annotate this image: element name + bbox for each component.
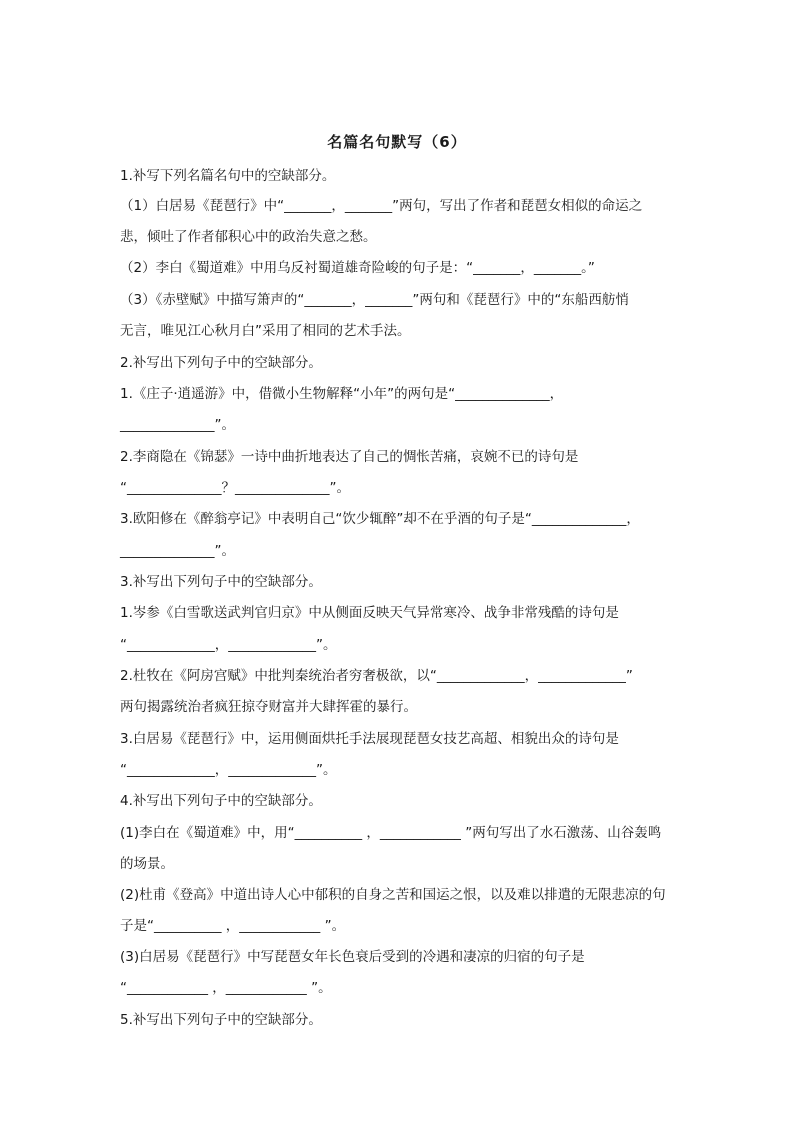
question-1-3-line-2: 无言，唯见江心秋月白”采用了相同的艺术手法。 [120, 323, 411, 339]
section-3-heading: 3.补写出下列句子中的空缺部分。 [120, 574, 322, 590]
question-2-1-line-2: ______________”。 [120, 417, 235, 433]
question-4-3-line-2: “____________ ，____________ ”。 [120, 980, 332, 996]
question-2-3-line-1: 3.欧阳修在《醉翁亭记》中表明自己“饮少辄醉”却不在乎酒的句子是“______________， [120, 511, 640, 527]
question-1-1-line-2: 悲，倾吐了作者郁积心中的政治失意之愁。 [120, 229, 377, 245]
question-2-2-line-1: 2.李商隐在《锦瑟》一诗中曲折地表达了自己的惆怅苦痛，哀婉不已的诗句是 [120, 449, 579, 465]
question-3-2-line-2: 两句揭露统治者疯狂掠夺财富并大肆挥霍的暴行。 [120, 699, 417, 715]
question-3-3-line-1: 3.白居易《琵琶行》中，运用侧面烘托手法展现琵琶女技艺高超、相貌出众的诗句是 [120, 731, 619, 747]
question-3-1-line-2: “_____________，_____________”。 [120, 637, 337, 653]
question-3-1-line-1: 1.岑参《白雪歌送武判官归京》中从侧面反映天气异常寒冷、战争非常残酷的诗句是 [120, 605, 619, 621]
section-4-heading: 4.补写出下列句子中的空缺部分。 [120, 793, 322, 809]
section-5-heading: 5.补写出下列句子中的空缺部分。 [120, 1012, 322, 1028]
question-4-3-line-1: (3)白居易《琵琶行》中写琵琶女年长色衰后受到的冷遇和凄凉的归宿的句子是 [120, 949, 585, 965]
question-4-1-line-1: (1)李白在《蜀道难》中，用“__________ ，____________ ”两句写出了水石激荡、山谷轰鸣 [120, 825, 662, 841]
question-1-1-line-1: （1）白居易《琵琶行》中“_______，_______”两句，写出了作者和琵琶女相似的命运之 [120, 198, 643, 214]
question-2-3-line-2: ______________”。 [120, 543, 235, 559]
section-2-heading: 2.补写出下列句子中的空缺部分。 [120, 355, 322, 371]
question-3-2-line-1: 2.杜牧在《阿房宫赋》中批判秦统治者穷奢极欲，以“_____________，_____________” [120, 668, 633, 684]
question-1-3-line-1: （3）《赤壁赋》中描写箫声的“_______，_______”两句和《琵琶行》中的“东船西舫悄 [120, 292, 629, 308]
document-title: 名篇名句默写（6） [327, 133, 467, 151]
question-3-3-line-2: “_____________，_____________”。 [120, 762, 337, 778]
question-2-2-line-2: “______________？______________”。 [120, 480, 350, 496]
question-1-2: （2）李白《蜀道难》中用乌反衬蜀道雄奇险峻的句子是：“_______，_______。” [120, 260, 595, 276]
section-1-heading: 1.补写下列名篇名句中的空缺部分。 [120, 168, 336, 184]
question-4-2-line-2: 子是“__________ ，____________ ”。 [120, 918, 346, 934]
question-4-2-line-1: (2)杜甫《登高》中道出诗人心中郁积的自身之苦和国运之恨，以及难以排遣的无限悲凉的句 [120, 887, 666, 903]
question-2-1-line-1: 1.《庄子·逍遥游》中，借微小生物解释“小年”的两句是“______________， [120, 386, 564, 402]
question-4-1-line-2: 的场景。 [120, 856, 174, 872]
